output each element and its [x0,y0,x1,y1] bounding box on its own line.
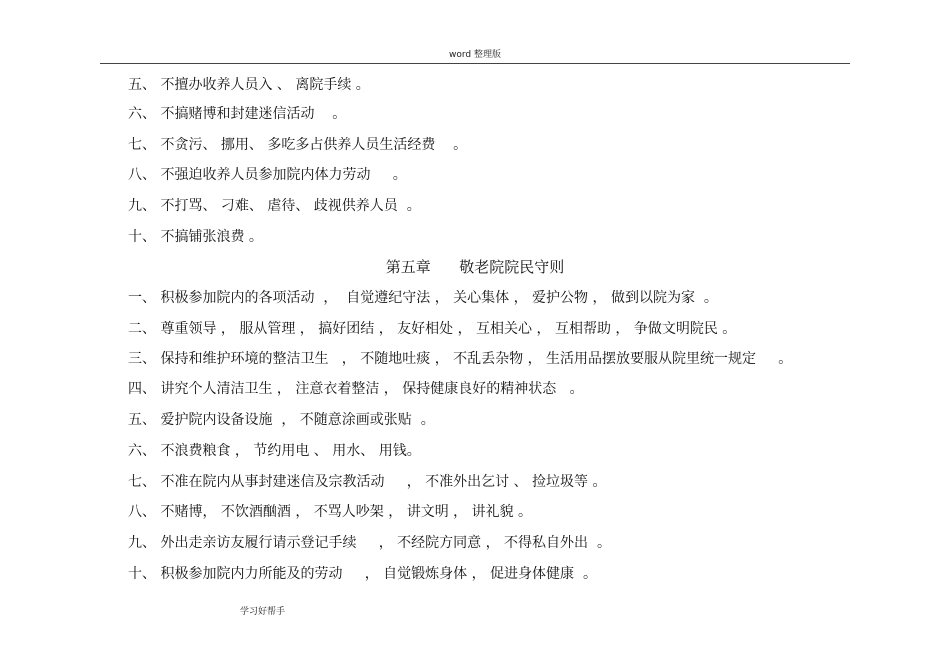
rule-item-5: 五、 不擅办收养人员入 、 离院手续 。 [128,77,370,93]
rule-item-6: 六、 不搞赌博和封建迷信活动 。 [128,106,347,122]
resident-rule-6: 六、 不浪费粮食 ， 节约用电 、 用水、 用钱。 [128,443,421,459]
rule-item-8: 八、 不强迫收养人员参加院内体力劳动 。 [128,167,407,183]
resident-rule-10: 十、 积极参加院内力所能及的劳动 ， 自觉锻炼身体 ， 促进身体健康 。 [128,566,597,582]
resident-rule-8: 八、 不赌博， 不饮酒酗酒 ， 不骂人吵架 ， 讲文明 ， 讲礼貌 。 [128,504,533,520]
chapter-title: 第五章 敬老院院民守则 [385,258,565,276]
resident-rule-5: 五、 爱护院内设备设施 ， 不随意涂画或张贴 。 [128,412,435,428]
resident-rule-2: 二、 尊重领导 ， 服从管理 ， 搞好团结 ， 友好相处 ， 互相关心 ， 互相帮助 ， 争做文明院民 。 [128,321,737,337]
rule-item-7: 七、 不贪污、 挪用、 多吃多占供养人员生活经费 。 [128,137,468,153]
resident-rule-4: 四、 讲究个人清洁卫生 ， 注意衣着整洁 ， 保持健康良好的精神状态 。 [128,381,584,397]
page-footer: 学习好帮手 [240,607,286,617]
resident-rule-3: 三、 保持和维护环境的整洁卫生 ， 不随地吐痰 ， 不乱丢杂物 ， 生活用品摆放要服从院里统一规定 。 [128,351,793,367]
resident-rule-7: 七、 不准在院内从事封建迷信及宗教活动 ， 不准外出乞讨 、 捡垃圾等 。 [128,474,607,490]
resident-rule-9: 九、 外出走亲访友履行请示登记手续 ， 不经院方同意 ， 不得私自外出 。 [128,535,611,551]
page-header: word 整理版 [449,50,501,60]
resident-rule-1: 一、 积极参加院内的各项活动 ， 自觉遵纪守法 ， 关心集体 ， 爱护公物 ， 做到以院为家 。 [128,290,718,306]
rule-item-9: 九、 不打骂、 刁难、 虐待、 歧视供养人员 。 [128,198,421,214]
rule-item-10: 十、 不搞铺张浪费 。 [128,229,263,245]
header-divider [100,63,850,64]
